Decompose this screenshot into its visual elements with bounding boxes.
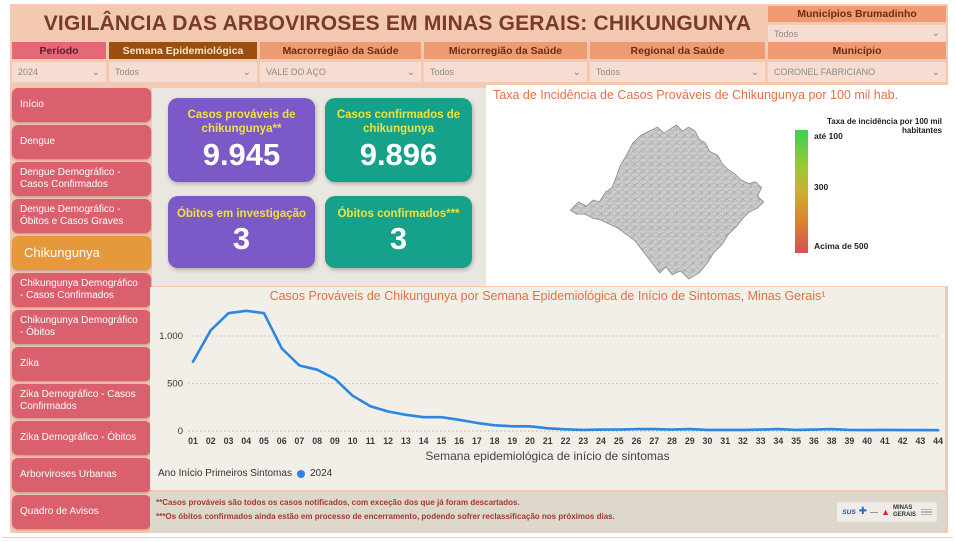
x-axis-tick: 05 xyxy=(259,436,269,446)
x-axis-tick: 32 xyxy=(738,436,748,446)
chart-title: Casos Prováveis de Chikungunya por Semana Epidemiológica de Início de Sintomas, Minas Gerais¹ xyxy=(269,289,826,303)
filter-header-regional-da-saude: Regional da Saúde xyxy=(590,42,765,59)
dropdown-value: CORONEL FABRICIANO xyxy=(774,67,876,77)
series-line-2024[interactable] xyxy=(193,311,938,430)
x-axis-tick: 15 xyxy=(436,436,447,446)
sidebar-item-dengue-demografico-obitos-e-casos-graves[interactable]: Dengue Demográfico - Óbitos e Casos Graves xyxy=(12,199,151,233)
filter-header-semana-epidemiologica: Semana Epidemiológica xyxy=(109,42,257,59)
filter-dropdown-regional-da-saude[interactable] xyxy=(590,62,765,82)
window-bottom-rule xyxy=(2,537,953,538)
x-axis-tick: 21 xyxy=(542,436,553,446)
dropdown-value: Todos xyxy=(115,67,140,77)
brumadinho-dropdown-value: Todos xyxy=(774,28,799,39)
filter-header-macrorregiao-da-saude: Macrorregião da Saúde xyxy=(260,42,421,59)
x-axis-tick: 44 xyxy=(933,436,943,446)
kpi-card-casos-confirmados-de-chikungunya[interactable] xyxy=(325,98,472,182)
kpi-value: 3 xyxy=(389,221,408,257)
x-axis-tick: 06 xyxy=(276,436,287,446)
sidebar-item-zika-demografico-obitos[interactable]: Zika Demográfico - Óbitos xyxy=(12,421,151,455)
kpi-label: Casos confirmados de chikungunya xyxy=(336,108,461,136)
x-axis-tick: 02 xyxy=(205,436,216,446)
x-axis-tick: 01 xyxy=(188,436,198,446)
kpi-label: Óbitos confirmados*** xyxy=(337,207,460,220)
line-chart-panel xyxy=(150,287,945,490)
x-axis-tick: 13 xyxy=(400,436,411,446)
x-axis-tick: 11 xyxy=(365,436,376,446)
x-axis-tick: 22 xyxy=(560,436,571,446)
map-title: Taxa de Incidência de Casos Prováveis de Chikungunya por 100 mil hab. xyxy=(493,88,899,102)
minas-gerais-triangle-icon: ▲ xyxy=(881,506,890,517)
filter-header-microrregiao-da-saude: Microrregião da Saúde xyxy=(424,42,587,59)
brumadinho-dropdown[interactable] xyxy=(768,25,946,42)
sidebar-item-quadro-de-avisos[interactable]: Quadro de Avisos xyxy=(12,495,151,529)
chevron-down-icon: ⌄ xyxy=(931,66,940,78)
incidence-gradient-bar xyxy=(795,130,808,253)
x-axis-tick: 40 xyxy=(862,436,873,446)
footnote-2: ***Os óbitos confirmados ainda estão em processo de encerramento, podendo sofrer reclassificação nos próximos dias. xyxy=(156,511,615,521)
chevron-down-icon: ⌄ xyxy=(242,66,251,78)
minas-gerais-map[interactable] xyxy=(564,121,772,283)
sidebar-item-zika[interactable]: Zika xyxy=(12,347,151,381)
dropdown-value: Todos xyxy=(430,67,455,77)
x-axis-tick: 04 xyxy=(241,436,252,446)
x-axis-tick: 07 xyxy=(294,436,305,446)
y-axis-tick: 1.000 xyxy=(159,331,183,342)
x-axis-tick: 28 xyxy=(667,436,677,446)
sidebar xyxy=(12,88,151,529)
y-axis-tick: 0 xyxy=(177,426,183,437)
x-axis-tick: 12 xyxy=(383,436,394,446)
x-axis-tick: 18 xyxy=(489,436,500,446)
x-axis-tick: 20 xyxy=(525,436,535,446)
line-chart[interactable] xyxy=(150,287,945,449)
x-axis-tick: 41 xyxy=(879,436,890,446)
dropdown-value: VALE DO AÇO xyxy=(266,67,326,77)
map-legend-title: Taxa de incidência por 100 mil habitantes xyxy=(826,117,942,135)
x-axis-tick: 17 xyxy=(471,436,482,446)
dropdown-value: 2024 xyxy=(18,67,39,77)
logo-strip xyxy=(837,502,937,522)
sus-logo-text: SUS xyxy=(842,508,856,516)
x-axis-tick: 08 xyxy=(312,436,323,446)
kpi-card-casos-provaveis-de-chikungunya[interactable] xyxy=(168,98,315,182)
x-axis-tick: 14 xyxy=(418,436,429,446)
series-dot-icon xyxy=(297,470,305,478)
sidebar-item-arborviroses-urbanas[interactable]: Arborviroses Urbanas xyxy=(12,458,151,492)
footer xyxy=(150,492,945,533)
chart-legend xyxy=(158,468,332,479)
mg-logo-line2: GERAIS xyxy=(892,512,916,518)
kpi-value: 3 xyxy=(232,221,251,257)
legend-label-mid: 300 xyxy=(814,182,829,192)
legend-label-high: Acima de 500 xyxy=(814,241,869,251)
sidebar-item-zika-demografico-casos-confirmados[interactable]: Zika Demográfico - Casos Confirmados xyxy=(12,384,151,418)
x-axis-tick: 09 xyxy=(330,436,340,446)
x-axis-tick: 24 xyxy=(596,436,606,446)
chevron-down-icon: ⌄ xyxy=(406,66,415,78)
kpi-panel xyxy=(152,88,486,286)
kpi-value: 9.945 xyxy=(202,136,281,172)
brumadinho-filter-header: Municípios Brumadinho xyxy=(768,6,946,22)
filter-dropdown-macrorregiao-da-saude[interactable] xyxy=(260,62,421,82)
filter-dropdown-microrregiao-da-saude[interactable] xyxy=(424,62,587,82)
kpi-label: Casos prováveis de chikungunya** xyxy=(187,108,296,136)
x-axis-tick: 42 xyxy=(897,436,908,446)
x-axis-tick: 27 xyxy=(649,436,660,446)
chevron-down-icon: ⌄ xyxy=(750,66,759,78)
x-axis-tick: 33 xyxy=(755,436,766,446)
chevron-down-icon: ⌄ xyxy=(931,28,940,39)
x-axis-tick: 26 xyxy=(631,436,642,446)
x-axis-tick: 39 xyxy=(844,436,855,446)
x-axis-tick: 16 xyxy=(454,436,464,446)
sidebar-item-dengue[interactable]: Dengue xyxy=(12,125,151,159)
filter-dropdown-semana-epidemiologica[interactable] xyxy=(109,62,257,82)
x-axis-tick: 36 xyxy=(809,436,819,446)
dashboard xyxy=(10,4,948,533)
chart-x-axis-title: Semana epidemiológica de início de sintomas xyxy=(425,449,670,463)
sidebar-item-chikungunya-demografico-casos-confirmados[interactable]: Chikungunya Demográfico - Casos Confirmados xyxy=(12,273,151,307)
x-axis-tick: 30 xyxy=(702,436,713,446)
legend-label-low: até 100 xyxy=(814,131,843,141)
filter-dropdown-municipio[interactable] xyxy=(768,62,946,82)
sidebar-item-chikungunya[interactable]: Chikungunya xyxy=(12,236,151,270)
sidebar-item-dengue-demografico-casos-confirmados[interactable]: Dengue Demográfico - Casos Confirmados xyxy=(12,162,151,196)
dropdown-value: Todos xyxy=(596,67,621,77)
x-axis-tick: 23 xyxy=(578,436,589,446)
x-axis-tick: 25 xyxy=(613,436,624,446)
sus-cross-icon: ✚ xyxy=(858,506,868,517)
x-axis-tick: 34 xyxy=(773,436,784,446)
chevron-down-icon: ⌄ xyxy=(572,66,581,78)
x-axis-tick: 29 xyxy=(684,436,695,446)
x-axis-tick: 19 xyxy=(507,436,518,446)
filter-header-municipio: Município xyxy=(768,42,946,59)
kpi-card-obitos-confirmados[interactable] xyxy=(325,196,472,268)
chart-legend-series[interactable]: 2024 xyxy=(309,468,333,479)
mg-logo-line1: MINAS xyxy=(892,505,913,512)
x-axis-tick: 03 xyxy=(223,436,234,446)
kpi-value: 9.896 xyxy=(359,136,438,172)
kpi-card-obitos-em-investigacao[interactable] xyxy=(168,196,315,268)
sidebar-item-inicio[interactable]: Início xyxy=(12,88,151,122)
chevron-down-icon: ⌄ xyxy=(91,66,100,78)
x-axis-tick: 38 xyxy=(826,436,837,446)
y-axis-tick: 500 xyxy=(167,378,183,390)
x-axis-tick: 31 xyxy=(720,436,731,446)
x-axis-tick: 10 xyxy=(347,436,358,446)
x-axis-tick: 43 xyxy=(915,436,926,446)
sidebar-item-chikungunya-demografico-obitos[interactable]: Chikungunya Demográfico - Óbitos xyxy=(12,310,151,344)
filter-header-periodo: Período xyxy=(12,42,106,59)
page-title: VIGILÂNCIA DAS ARBOVIROSES EM MINAS GERAIS: CHIKUNGUNYA xyxy=(43,12,752,35)
chart-legend-label: Ano Início Primeiros Sintomas xyxy=(158,468,292,479)
mg-logo-detail xyxy=(921,509,932,516)
footnote-1: **Casos prováveis são todos os casos notificados, com exceção dos que já foram descartados. xyxy=(156,498,520,507)
logo-divider xyxy=(870,512,878,513)
x-axis-tick: 35 xyxy=(791,436,802,446)
kpi-label: Óbitos em investigação xyxy=(176,207,307,220)
map-panel xyxy=(486,85,948,286)
filter-dropdown-periodo[interactable] xyxy=(12,62,106,82)
